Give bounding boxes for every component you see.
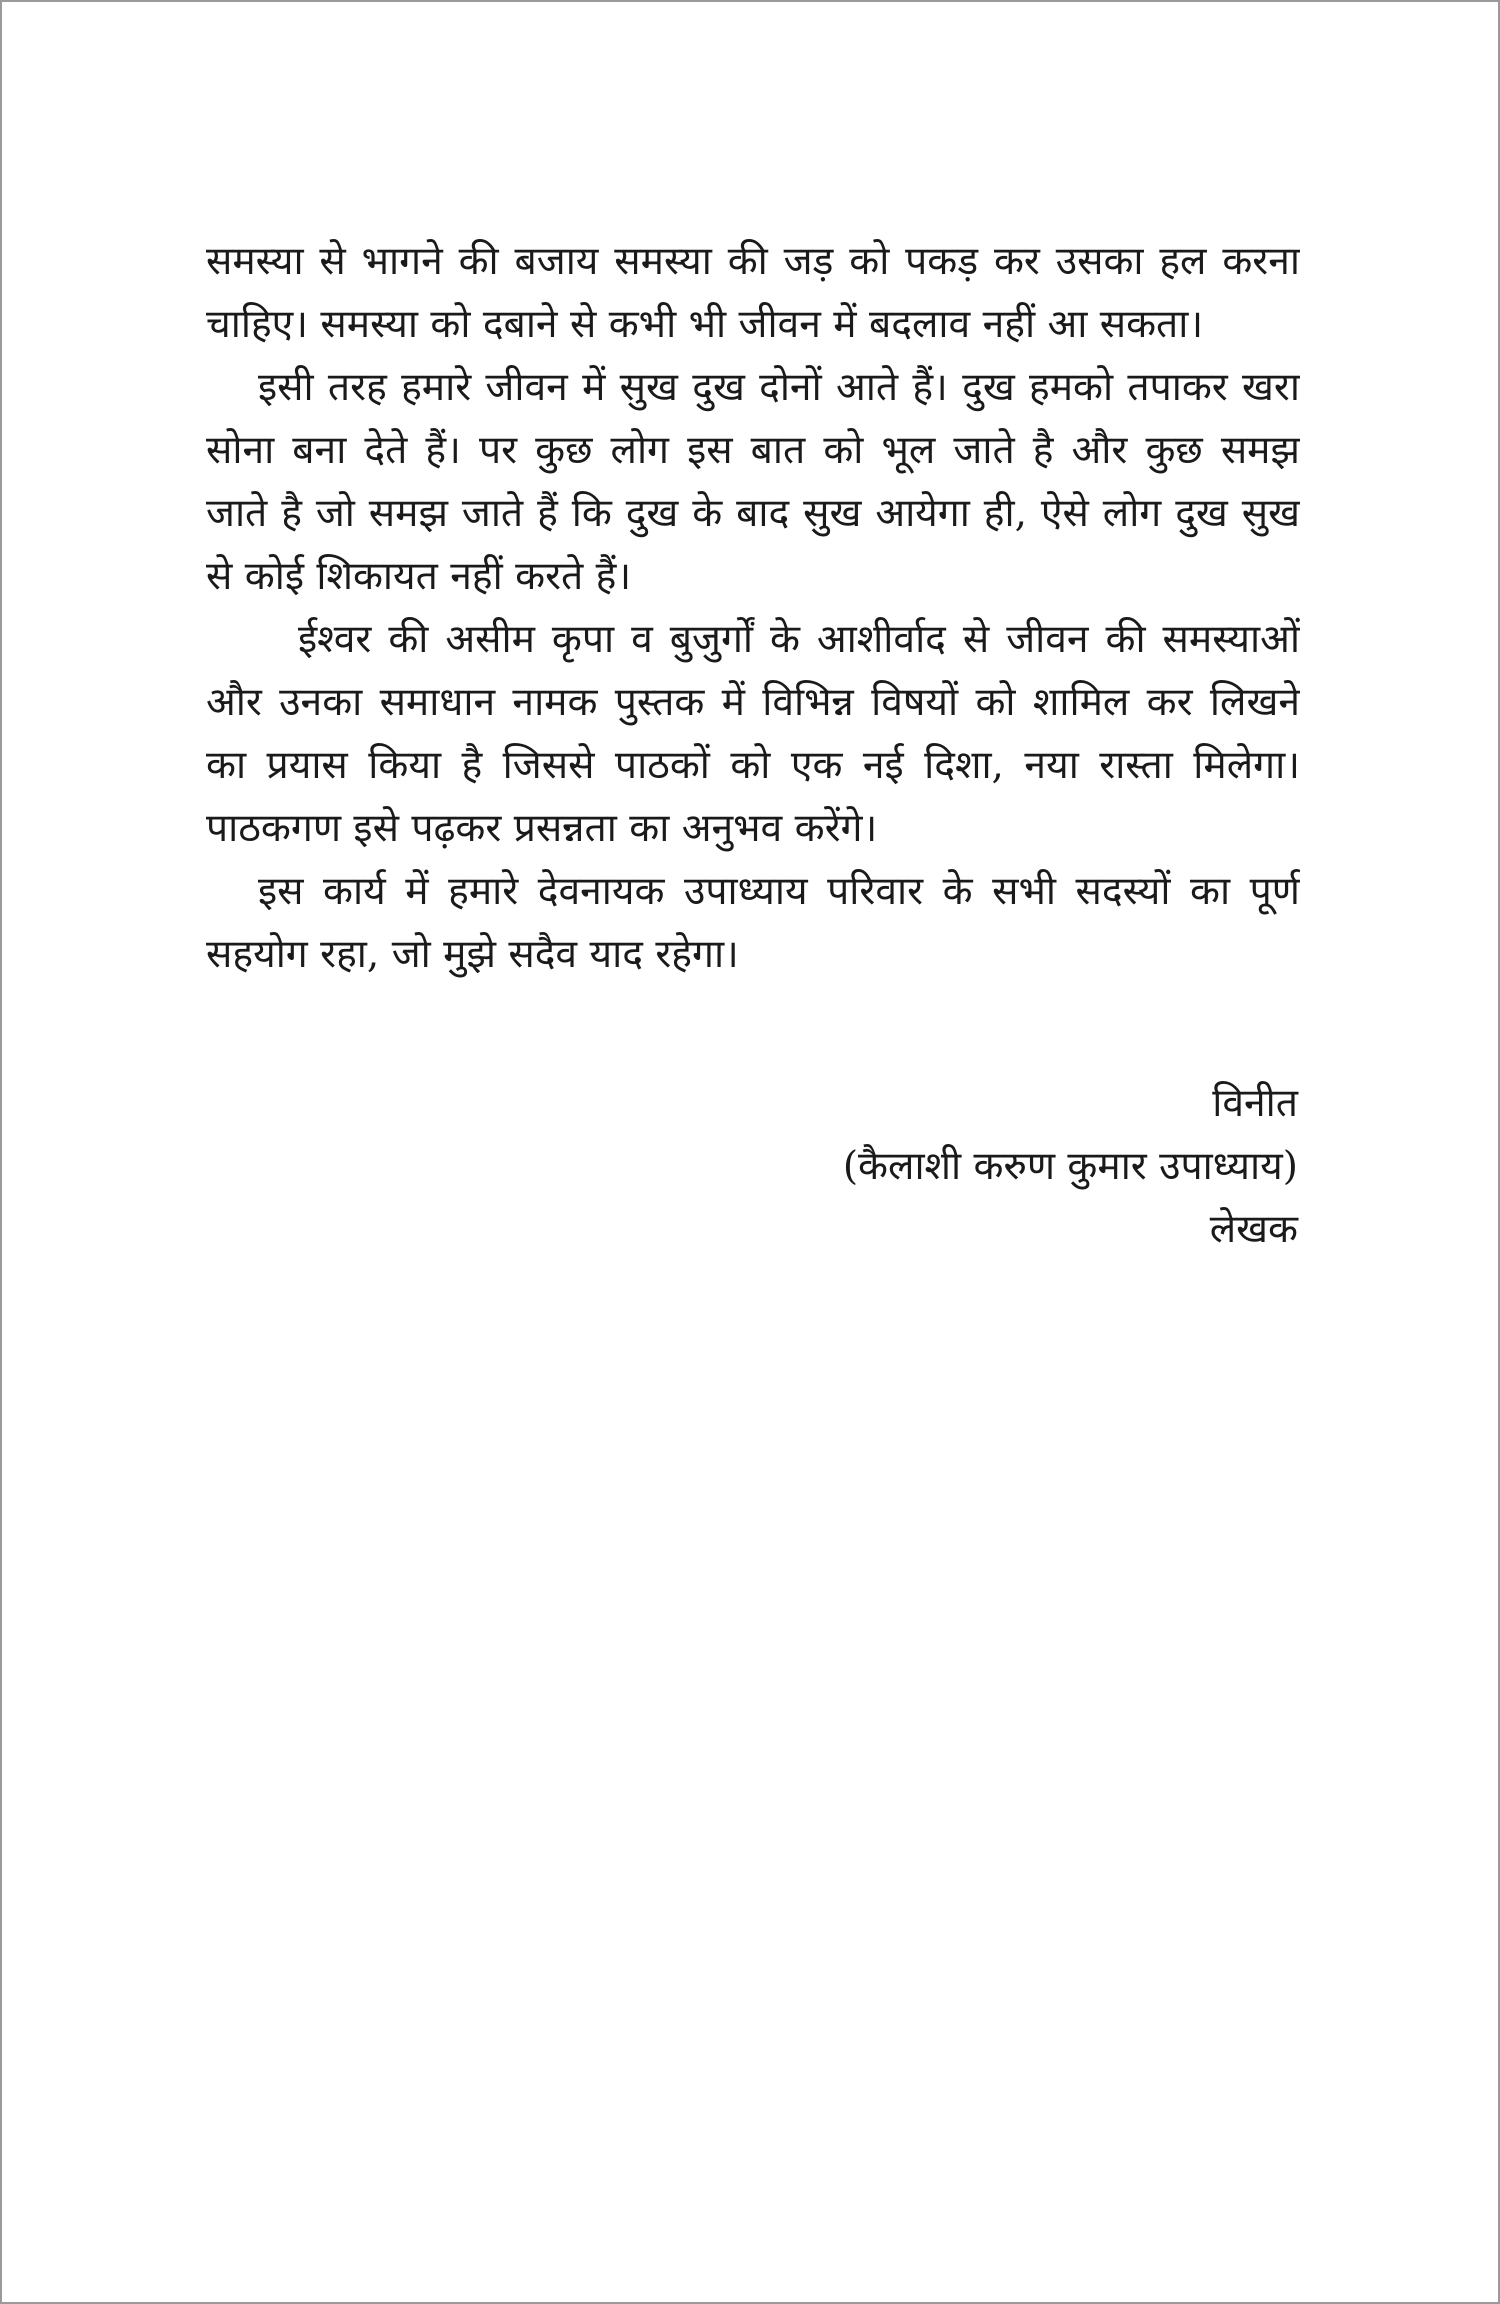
paragraph-4-line-2: सहयोग रहा, जो मुझे सदैव याद रहेगा।: [206, 932, 739, 977]
paragraph-2-line-1: इसी तरह हमारे जीवन में सुख दुख दोनों आते हैं। दुख हमको तपाकर खरा: [258, 365, 1300, 410]
paragraph-4-line-1: इस कार्य में हमारे देवनायक उपाध्याय परिवार के सभी सदस्यों का पूर्ण: [258, 869, 1300, 914]
paragraph-3-line-4: पाठकगण इसे पढ़कर प्रसन्नता का अनुभव करेंगे।: [206, 806, 878, 851]
paragraph-2-line-4: से कोई शिकायत नहीं करते हैं।: [206, 554, 632, 599]
signature-closing: विनीत: [1212, 1081, 1298, 1126]
paragraph-1-line-1: समस्या से भागने की बजाय समस्या की जड़ को पकड़ कर उसका हल करना: [206, 239, 1300, 284]
paragraph-2-line-2: सोना बना देते हैं। पर कुछ लोग इस बात को भूल जाते है और कुछ समझ: [206, 428, 1300, 473]
paragraph-3-line-1: ईश्वर की असीम कृपा व बुजुर्गों के आशीर्वाद से जीवन की समस्याओं: [298, 617, 1300, 662]
signature-author: (कैलाशी करुण कुमार उपाध्याय): [842, 1144, 1298, 1189]
signature-block: [843, 1072, 1298, 1261]
paragraph-2-line-3: जाते है जो समझ जाते हैं कि दुख के बाद सुख आयेगा ही, ऐसे लोग दुख सुख: [206, 491, 1300, 536]
paragraph-3-line-2: और उनका समाधान नामक पुस्तक में विभिन्न विषयों को शामिल कर लिखने: [206, 680, 1300, 725]
body-text: [206, 230, 1300, 986]
signature-role: लेखक: [1209, 1207, 1298, 1252]
paragraph-1-line-2: चाहिए। समस्या को दबाने से कभी भी जीवन में बदलाव नहीं आ सकता।: [206, 302, 1204, 347]
paragraph-3-line-3: का प्रयास किया है जिससे पाठकों को एक नई दिशा, नया रास्ता मिलेगा।: [206, 743, 1300, 788]
